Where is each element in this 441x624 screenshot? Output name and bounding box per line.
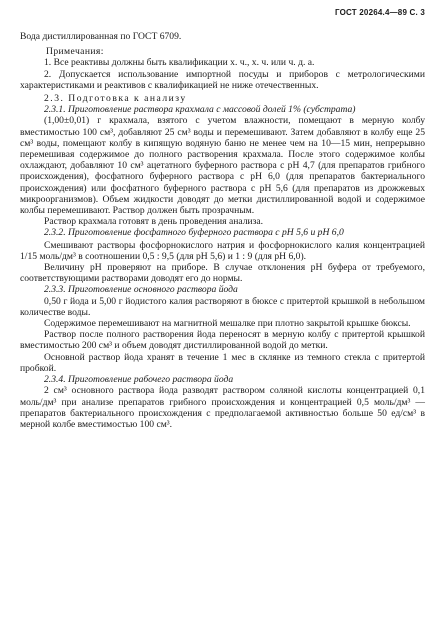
paragraph-2-3-3-transfer: Раствор после полного растворения йода переносят в мерную колбу с притертой крышкой вместимостью 200 см³ и объем доводят дистиллированной водой до метки. <box>20 329 425 352</box>
subsection-heading-2-3-1: 2.3.1. Приготовление раствора крахмала с массовой долей 1% (субстрата) <box>44 104 356 116</box>
paragraph-starch-day: Раствор крахмала готовят в день проведения анализа. <box>44 216 264 228</box>
subsection-heading-2-3-3: 2.3.3. Приготовление основного раствора йода <box>44 284 238 296</box>
subsection-heading-2-3-2: 2.3.2. Приготовление фосфатного буферного раствора с pH 5,6 и pH 6,0 <box>44 227 344 239</box>
page-header: ГОСТ 20264.4—89 С. 3 <box>334 8 425 17</box>
notes-block <box>20 46 425 91</box>
note-2: 2. Допускается использование импортной посуды и приборов с метрологическими характеристиками и реактивов с квалификацией не ниже отечественных. <box>20 68 425 91</box>
paragraph-2-3-1: (1,00±0,01) г крахмала, взятого с учетом влажности, помещают в мерную колбу вместимостью 100 см³, добавляют 25 см³ воды и перемешивают. Затем добавляют в колбу еще 25 см³ воды, помещают колбу в кипящую водяную баню не менее чем на 10—15 мин, непрерывно перемешивая содержимое до полного растворения крахмала. После этого содержимое колбы охлаждают, добавляют 10 см³ ацетатного буферного раствора с pH 4,7 (для препаратов грибного происхождения), фосфатного буферного раствора с pH 6,0 (для препаратов бактериального происхождения) или фосфатного буферного раствора с pH 5,6 (для препаратов из дрожжевых микроорганизмов). Объем жидкости доводят до метки дистиллированной водой и содержимое колбы перемешивают. Раствор должен быть прозрачным. <box>20 115 425 217</box>
paragraph-2-3-2-check: Величину pH проверяют на приборе. В случае отклонения pH буфера от требуемого, соответствующими растворами доводят его до нормы. <box>20 262 425 285</box>
note-1: 1. Все реактивы должны быть квалификации х. ч., х. ч. или ч. д. а. <box>44 57 315 69</box>
section-heading-2-3: 2.3. Подготовка к анализу <box>44 93 187 105</box>
paragraph-2-3-3-dissolve: 0,50 г йода и 5,00 г йодистого калия растворяют в бюксе с притертой крышкой в небольшом количестве воды. <box>20 295 425 318</box>
paragraph-2-3-3-store: Основной раствор йода хранят в течение 1 мес в склянке из темного стекла с притертой пробкой. <box>20 351 425 374</box>
subsection-heading-2-3-4: 2.3.4. Приготовление рабочего раствора йода <box>44 374 234 386</box>
notes-heading: Примечания: <box>46 46 104 58</box>
paragraph-2-3-2-mix: Смешивают растворы фосфорнокислого натрия и фосфорнокислого калия концентрацией 1/15 моль/дм³ в соотношении 0,5 : 9,5 (для pH 5,6) и 1 : 9 (для pH 6,0). <box>20 239 425 262</box>
paragraph-2-3-3-stir: Содержимое перемешивают на магнитной мешалке при плотно закрытой крышке бюксы. <box>44 318 411 330</box>
paragraph-water: Вода дистиллированная по ГОСТ 6709. <box>20 31 182 42</box>
paragraph-2-3-4: 2 см³ основного раствора йода разводят раствором соляной кислоты концентрацией 0,1 моль/дм³ при анализе препаратов грибного происхождения и концентрацией 0,5 моль/дм³ — препаратов бактериального происхождения с предполагаемой активностью больше 50 ед/см³ в мерной колбе вместимостью 100 см³. <box>20 385 425 430</box>
